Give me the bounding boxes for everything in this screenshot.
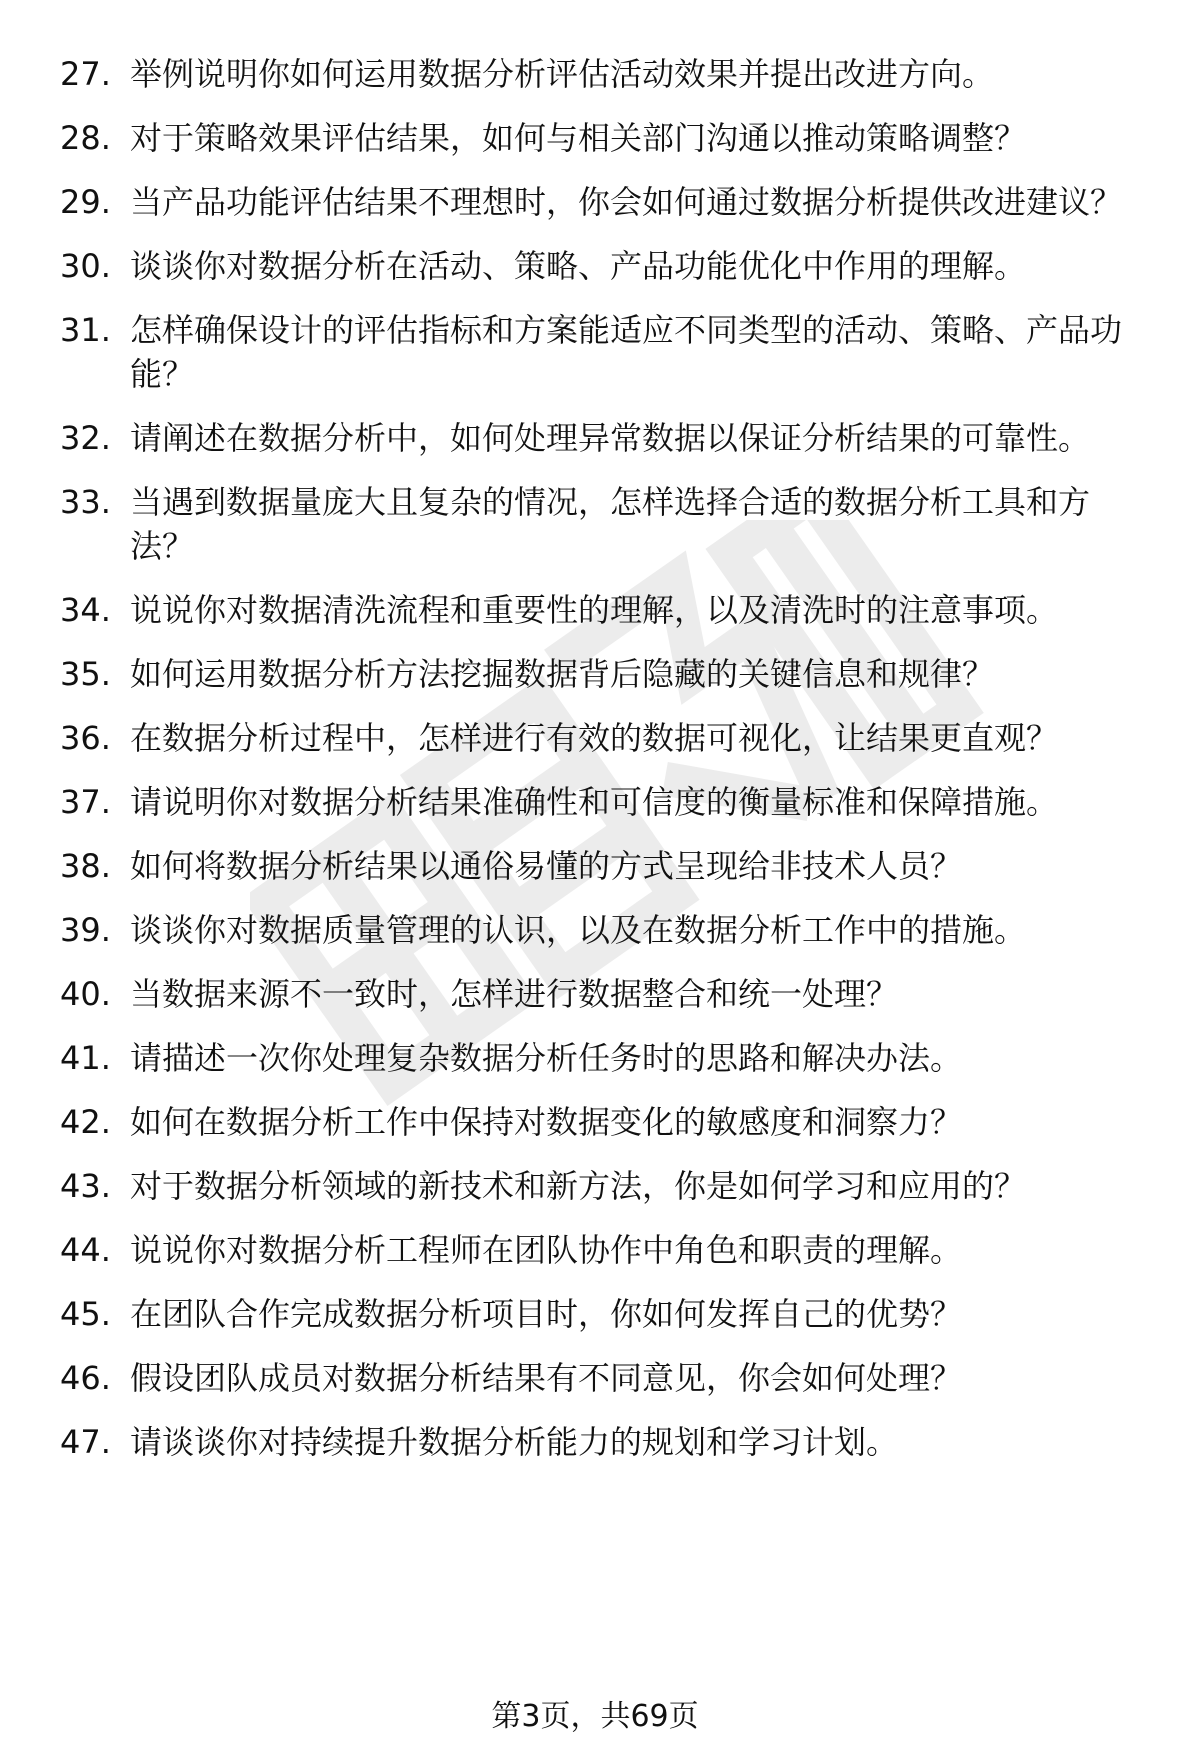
list-item bbox=[60, 844, 1150, 888]
list-item bbox=[60, 1420, 1150, 1464]
item-text: 假设团队成员对数据分析结果有不同意见，你会如何处理？ bbox=[130, 1359, 963, 1397]
item-number: 37. bbox=[60, 783, 111, 821]
item-text: 在团队合作完成数据分析项目时，你如何发挥自己的优势？ bbox=[130, 1295, 963, 1333]
list-item bbox=[60, 908, 1150, 952]
item-text: 在数据分析过程中，怎样进行有效的数据可视化，让结果更直观？ bbox=[130, 719, 1059, 757]
question-list bbox=[60, 52, 1150, 1484]
item-number: 42. bbox=[60, 1103, 111, 1141]
list-item bbox=[60, 1036, 1150, 1080]
list-item bbox=[60, 1292, 1150, 1336]
item-number: 31. bbox=[60, 311, 111, 349]
item-text: 对于数据分析领域的新技术和新方法，你是如何学习和应用的？ bbox=[130, 1167, 1027, 1205]
item-number: 40. bbox=[60, 975, 111, 1013]
list-item bbox=[60, 1228, 1150, 1272]
item-text: 请阐述在数据分析中，如何处理异常数据以保证分析结果的可靠性。 bbox=[130, 419, 1091, 457]
list-item bbox=[60, 116, 1150, 160]
list-item bbox=[60, 1356, 1150, 1400]
item-number: 43. bbox=[60, 1167, 111, 1205]
item-text: 如何将数据分析结果以通俗易懂的方式呈现给非技术人员？ bbox=[130, 847, 963, 885]
item-number: 36. bbox=[60, 719, 111, 757]
item-number: 28. bbox=[60, 119, 111, 157]
item-number: 46. bbox=[60, 1359, 111, 1397]
item-number: 41. bbox=[60, 1039, 111, 1077]
item-text: 说说你对数据分析工程师在团队协作中角色和职责的理解。 bbox=[130, 1231, 963, 1269]
item-text: 当产品功能评估结果不理想时，你会如何通过数据分析提供改进建议？ bbox=[130, 183, 1123, 221]
item-text: 请描述一次你处理复杂数据分析任务时的思路和解决办法。 bbox=[130, 1039, 963, 1077]
item-number: 47. bbox=[60, 1423, 111, 1461]
item-number: 45. bbox=[60, 1295, 111, 1333]
item-number: 32. bbox=[60, 419, 111, 457]
list-item bbox=[60, 1164, 1150, 1208]
item-text: 如何运用数据分析方法挖掘数据背后隐藏的关键信息和规律？ bbox=[130, 655, 995, 693]
list-item bbox=[60, 972, 1150, 1016]
item-number: 33. bbox=[60, 483, 111, 521]
item-number: 39. bbox=[60, 911, 111, 949]
item-text: 举例说明你如何运用数据分析评估活动效果并提出改进方向。 bbox=[130, 55, 995, 93]
item-number: 44. bbox=[60, 1231, 111, 1269]
item-number: 30. bbox=[60, 247, 111, 285]
list-item bbox=[60, 1100, 1150, 1144]
list-item bbox=[60, 308, 1150, 396]
list-item bbox=[60, 480, 1150, 568]
list-item bbox=[60, 588, 1150, 632]
item-number: 34. bbox=[60, 591, 111, 629]
item-text: 对于策略效果评估结果，如何与相关部门沟通以推动策略调整？ bbox=[130, 119, 1027, 157]
list-item bbox=[60, 780, 1150, 824]
item-text: 说说你对数据清洗流程和重要性的理解，以及清洗时的注意事项。 bbox=[130, 591, 1059, 629]
list-item bbox=[60, 52, 1150, 96]
item-number: 29. bbox=[60, 183, 111, 221]
item-text: 谈谈你对数据质量管理的认识，以及在数据分析工作中的措施。 bbox=[130, 911, 1027, 949]
item-text: 请谈谈你对持续提升数据分析能力的规划和学习计划。 bbox=[130, 1423, 899, 1461]
item-text: 请说明你对数据分析结果准确性和可信度的衡量标准和保障措施。 bbox=[130, 783, 1059, 821]
list-item bbox=[60, 716, 1150, 760]
item-text: 谈谈你对数据分析在活动、策略、产品功能优化中作用的理解。 bbox=[130, 247, 1027, 285]
item-text: 如何在数据分析工作中保持对数据变化的敏感度和洞察力？ bbox=[130, 1103, 963, 1141]
item-text: 当数据来源不一致时，怎样进行数据整合和统一处理？ bbox=[130, 975, 899, 1013]
item-text: 当遇到数据量庞大且复杂的情况，怎样选择合适的数据分析工具和方法？ bbox=[130, 483, 1091, 565]
item-number: 27. bbox=[60, 55, 111, 93]
item-number: 35. bbox=[60, 655, 111, 693]
item-text: 怎样确保设计的评估指标和方案能适应不同类型的活动、策略、产品功能？ bbox=[130, 311, 1123, 393]
list-item bbox=[60, 416, 1150, 460]
page-number-footer: 第3页，共69页 bbox=[491, 1699, 699, 1734]
list-item bbox=[60, 652, 1150, 696]
item-number: 38. bbox=[60, 847, 111, 885]
list-item bbox=[60, 180, 1150, 224]
list-item bbox=[60, 244, 1150, 288]
